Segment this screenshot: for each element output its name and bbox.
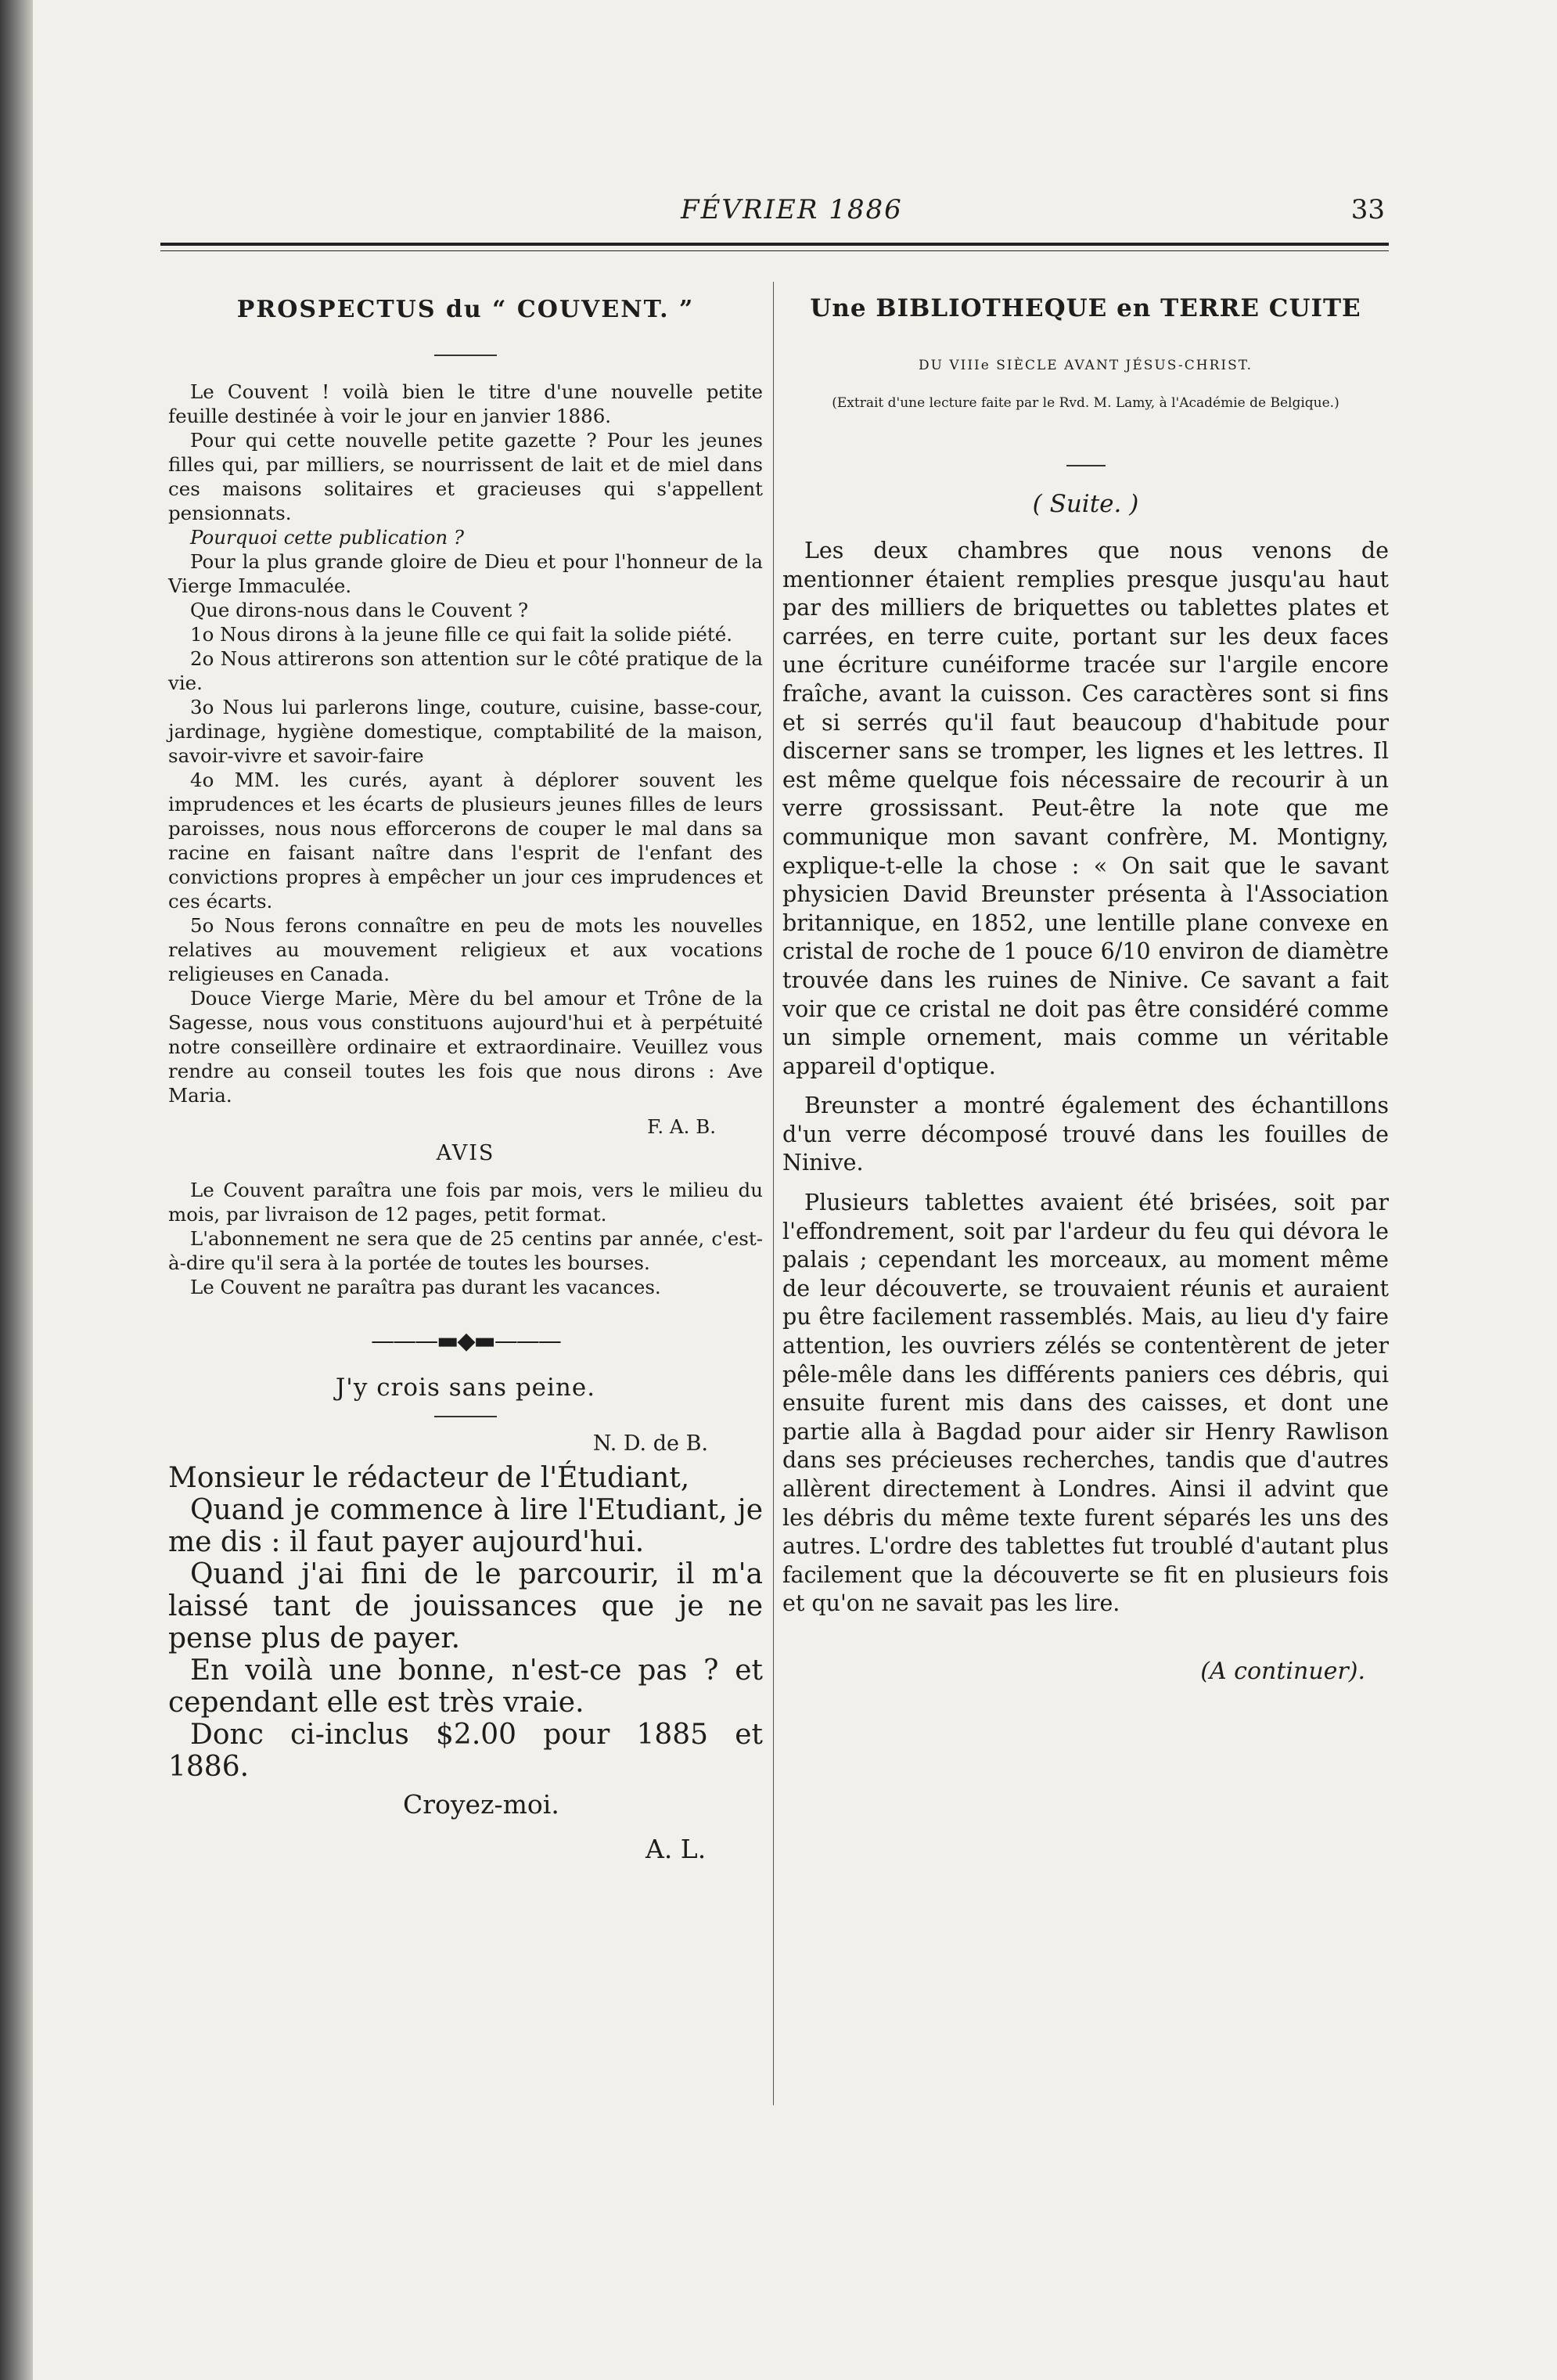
letter-byline: N. D. de B. [592, 1431, 708, 1456]
letter-salutation: Monsieur le rédacteur de l'Étudiant, [168, 1462, 690, 1494]
prospectus-p11: Douce Vierge Marie, Mère du bel amour et Trône de la Sagesse, nous vous constituons aujourd'hui et à perpétuité notre conseillère ordinaire et extraordinaire. Veuillez vous rendre au conseil toutes les fois que nous dirons : Ave Maria. [168, 987, 763, 1107]
continued-label: (A continuer). [1200, 1657, 1365, 1685]
letter-closing: Croyez-moi. [403, 1789, 559, 1820]
article-p3: Plusieurs tablettes avaient été brisées, soit par l'effondrement, soit par l'ardeur du feu qui dévora le palais ; cependant les morceaux, au moment même de leur découverte, se trouvaient réunis et auraient pu être facilement rassemblés. Mais, au lieu d'y faire attention, les ouvriers zélés se contentèrent de jeter pêle-mêle dans les différents paniers ces débris, qui ensuite furent mis dans des caisses, et dont une partie alla à Bagdad pour aider sir Henry Rawlison dans ses précieuses recherches, tandis que d'autres allèrent directement à Londres. Ainsi il advint que les débris du même texte furent séparés les uns des autres. L'ordre des tablettes fut troublé d'autant plus facilement que la découverte se fit en plusieurs fois et qu'on ne savait pas les lire. [782, 1190, 1389, 1617]
prospectus-signature: F. A. B. [647, 1115, 716, 1138]
prospectus-p8: 3o Nous lui parlerons linge, couture, cuisine, basse-cour, jardinage, hygiène domestique, comptabilité de la maison, savoir-vivre et savoir-faire [168, 696, 763, 767]
page-number: 33 [1350, 194, 1385, 225]
article-subtitle: DU VIIIe SIÈCLE AVANT JÉSUS-CHRIST. [918, 358, 1253, 373]
prospectus-p6: 1o Nous dirons à la jeune fille ce qui fait la solide piété. [190, 623, 733, 646]
right-column [782, 290, 1389, 1685]
header-rule-thick [160, 243, 1389, 246]
column-divider [773, 282, 774, 2105]
title-rule [434, 355, 497, 356]
letter-p2: Quand j'ai fini de le parcourir, il m'a laissé tant de jouissances que je ne pense plus de payer. [168, 1558, 763, 1654]
prospectus-p5: Que dirons-nous dans le Couvent ? [190, 599, 529, 621]
page-header [164, 194, 1385, 233]
letter-signature: A. L. [645, 1834, 707, 1864]
prospectus-p7: 2o Nous attirerons son attention sur le côté pratique de la vie. [168, 647, 763, 694]
binding-spine [0, 0, 33, 2380]
letter-p4: Donc ci-inclus $2.00 pour 1885 et 1886. [168, 1719, 763, 1783]
letter-p3: En voilà une bonne, n'est-ce pas ? et cependant elle est très vraie. [168, 1654, 763, 1719]
article-source: (Extrait d'une lecture faite par le Rvd. M. Lamy, à l'Académie de Belgique.) [832, 395, 1339, 411]
article-p1: Les deux chambres que nous venons de mentionner étaient remplies presque jusqu'au haut par des milliers de briquettes ou tablettes plates et carrées, en terre cuite, portant sur les deux faces une écriture cunéiforme tracée sur l'argile encore fraîche, avant la cuisson. Ces caractères sont si fins et si serrés qu'il faut beaucoup d'habitude pour discerner sans se tromper, les lignes et les lettres. Il est même quelque fois nécessaire de recourir à un verre grossissant. Peut-être la note que me communique mon savant confrère, M. Montigny, explique-t-elle la chose : « On sait que le savant physicien David Breunster présenta à l'Association britannique, en 1852, une lentille plane convexe en cristal de roche de 1 pouce 6/10 environ de diamètre trouvée dans les ruines de Ninive. Ce savant a fait voir que ce cristal ne doit pas être considéré comme un simple ornement, mais comme un véritable appareil d'optique. [782, 538, 1389, 1079]
prospectus-p3: Pourquoi cette publication ? [190, 526, 465, 549]
avis-p3: Le Couvent ne paraîtra pas durant les vacances. [190, 1276, 661, 1298]
header-rule-thin [160, 250, 1389, 251]
prospectus-p2: Pour qui cette nouvelle petite gazette ? Pour les jeunes filles qui, par milliers, se nourrissent de lait et de miel dans ces maisons solitaires et gracieuses qui s'appellent pensionnats. [168, 429, 763, 524]
prospectus-title: PROSPECTUS du “ COUVENT. ” [236, 296, 695, 323]
letter-title-rule [434, 1416, 497, 1417]
left-column [168, 290, 763, 1864]
suite-label: ( Suite. ) [1032, 490, 1139, 518]
prospectus-p9: 4o MM. les curés, ayant à déplorer souvent les imprudences et les écarts de plusieurs jeunes filles de leurs paroisses, nous nous efforcerons de couper le mal dans sa racine en faisant naître dans l'esprit de l'enfant des convictions propres à empêcher un jour ces imprudences et ces écarts. [168, 769, 763, 913]
article-p2: Breunster a montré également des échantillons d'un verre décomposé trouvé dans les fouilles de Ninive. [782, 1093, 1389, 1176]
avis-p2: L'abonnement ne sera que de 25 centins par année, c'est-à-dire qu'il sera à la portée de toutes les bourses. [168, 1227, 763, 1274]
section-ornament: ———▬◆▬——— [371, 1327, 560, 1355]
avis-title: AVIS [436, 1141, 495, 1165]
letter-p1: Quand je commence à lire l'Etudiant, je me dis : il faut payer aujourd'hui. [168, 1494, 763, 1558]
article-title: Une BIBLIOTHEQUE en TERRE CUITE [810, 294, 1361, 322]
prospectus-p1: Le Couvent ! voilà bien le titre d'une nouvelle petite feuille destinée à voir le jour en janvier 1886. [168, 380, 763, 427]
prospectus-p4: Pour la plus grande gloire de Dieu et pour l'honneur de la Vierge Immaculée. [168, 550, 763, 597]
suite-rule [1066, 465, 1106, 466]
running-title: FÉVRIER 1886 [681, 194, 903, 225]
avis-p1: Le Couvent paraîtra une fois par mois, vers le milieu du mois, par livraison de 12 pages, petit format. [168, 1179, 763, 1226]
prospectus-p10: 5o Nous ferons connaître en peu de mots les nouvelles relatives au mouvement religieux et aux vocations religieuses en Canada. [168, 914, 763, 985]
letter-title: J'y crois sans peine. [335, 1374, 596, 1402]
